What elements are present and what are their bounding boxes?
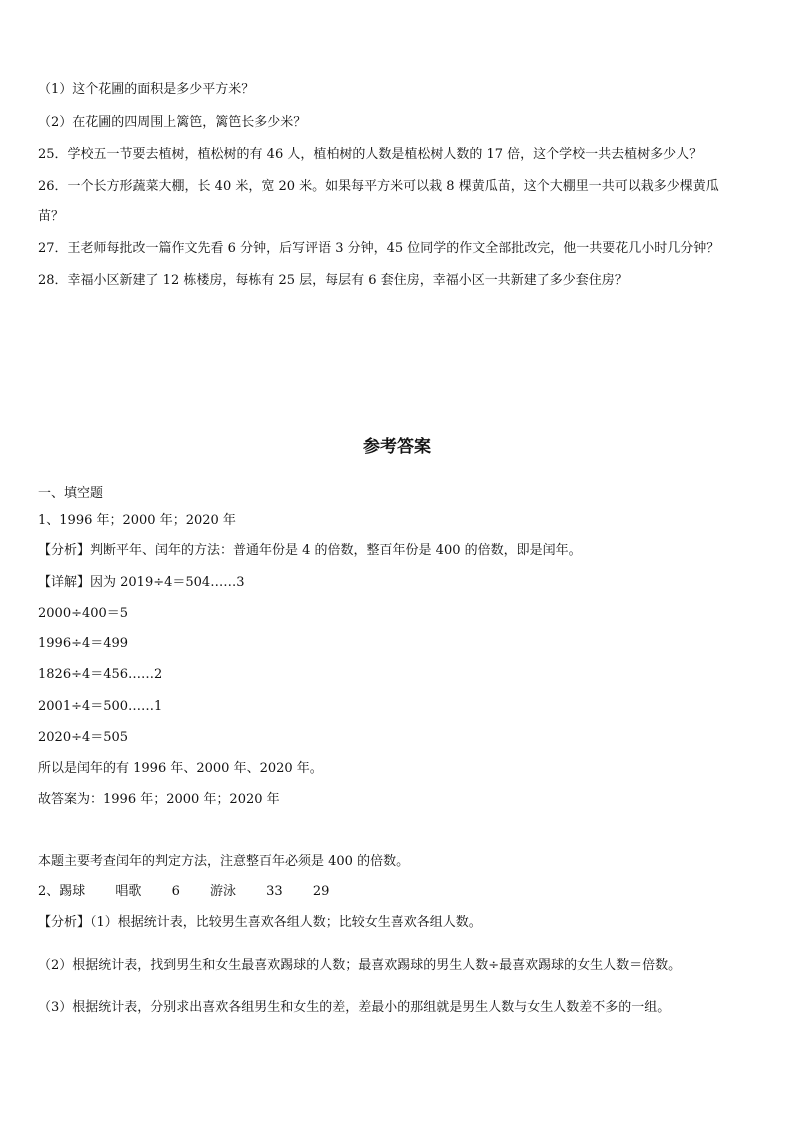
- question-part-1: （1）这个花圃的面积是多少平方米？: [38, 82, 255, 97]
- question-25: 25．学校五一节要去植树，植松树的有 46 人，植柏树的人数是植松树人数的 17 倍，这个学校一共去植树多少人？: [38, 147, 703, 162]
- question-28: 28．幸福小区新建了 12 栋楼房，每栋有 25 层，每层有 6 套住房，幸福小区一共新建了多少套住房？: [38, 273, 628, 288]
- answer-2-analysis-3: （3）根据统计表，分别求出喜欢各组男生和女生的差，差最小的那组就是男生人数与女生人数差不多的一组。: [38, 1000, 671, 1015]
- answer-2-item-1: 唱歌: [115, 884, 142, 899]
- answer-2-item-2: 6: [171, 884, 180, 899]
- calc-line-3: 1826÷4＝456……2: [38, 667, 163, 682]
- calc-line-4: 2001÷4＝500……1: [38, 699, 163, 714]
- calc-line-2: 1996÷4＝499: [38, 636, 129, 651]
- answer-1-detail: 【详解】因为 2019÷4＝504……3: [38, 575, 245, 590]
- answer-1-final: 故答案为：1996 年；2000 年；2020 年: [38, 792, 280, 807]
- answer-2-label: 2、踢球: [38, 884, 86, 899]
- question-27: 27．王老师每批改一篇作文先看 6 分钟，后写评语 3 分钟，45 位同学的作文全部批改完，他一共要花几小时几分钟？: [38, 241, 720, 256]
- answers-title: 参考答案: [363, 437, 431, 457]
- answer-2-analysis-1: 【分析】（1）根据统计表，比较男生喜欢各组人数；比较女生喜欢各组人数。: [38, 915, 482, 930]
- answer-2-item-3: 游泳: [210, 884, 237, 899]
- calc-line-1: 2000÷400＝5: [38, 606, 129, 621]
- answer-1-note: 本题主要考查闰年的判定方法，注意整百年必须是 400 的倍数。: [38, 854, 410, 869]
- answer-2: [38, 884, 329, 900]
- answer-2-item-5: 29: [312, 884, 330, 899]
- answer-1: 1、1996 年；2000 年；2020 年: [38, 513, 236, 528]
- answer-2-analysis-2: （2）根据统计表，找到男生和女生最喜欢踢球的人数；最喜欢踢球的男生人数÷最喜欢踢球的女生人数＝倍数。: [38, 958, 682, 973]
- answer-1-conclusion: 所以是闰年的有 1996 年、2000 年、2020 年。: [38, 761, 323, 776]
- question-part-2: （2）在花圃的四周围上篱笆，篱笆长多少米？: [38, 115, 307, 130]
- question-26-line-2: 苗？: [38, 209, 65, 224]
- question-26-line-1: 26．一个长方形蔬菜大棚，长 40 米，宽 20 米。如果每平方米可以栽 8 棵黄瓜苗，这个大棚里一共可以栽多少棵黄瓜: [38, 179, 719, 194]
- answer-2-item-4: 33: [266, 884, 283, 899]
- answer-1-analysis: 【分析】判断平年、闰年的方法：普通年份是 4 的倍数，整百年份是 400 的倍数，即是闰年。: [38, 543, 582, 558]
- section-heading: 一、填空题: [38, 486, 104, 501]
- calc-line-5: 2020÷4＝505: [38, 730, 129, 745]
